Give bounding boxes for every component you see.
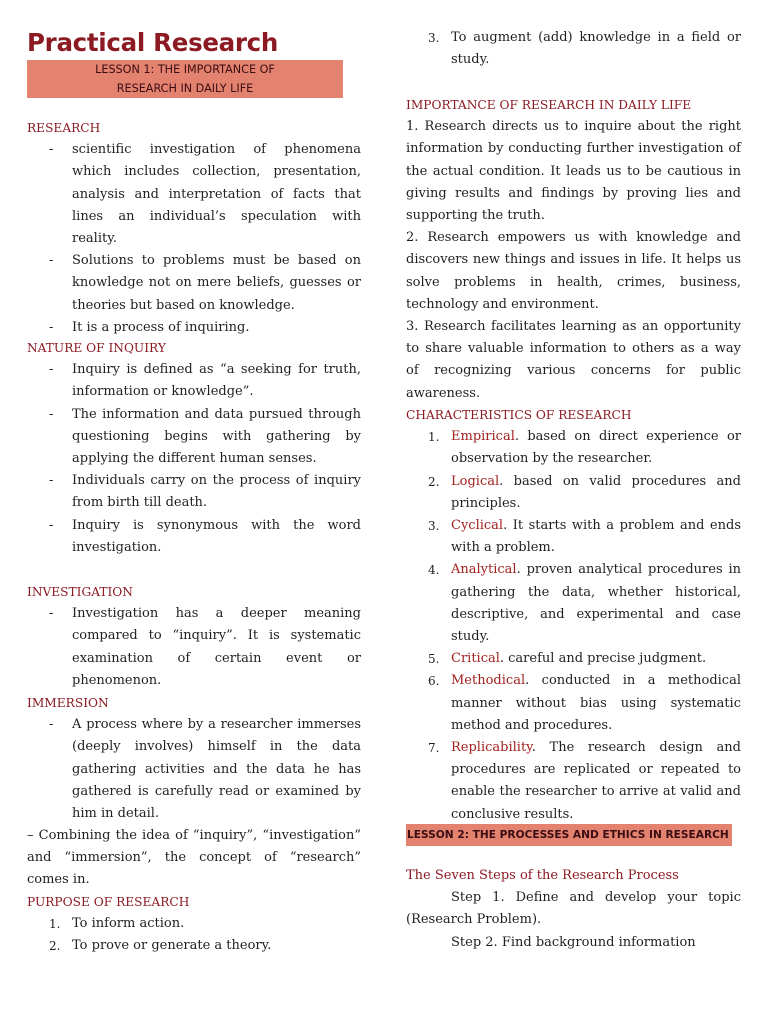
importance-paragraph: 1. Research directs us to inquire about the right information by conducting further investigation of the actual condition. It leads us to be cautious in giving results and findings by proving lies and supporting the truth. — [406, 119, 741, 224]
immersion-bullets — [27, 714, 361, 825]
list-item: 7. Replicability. The research design and procedures are replicated or repeated to enable the researcher to arrive at valid and conclusive results. — [428, 740, 741, 822]
characteristics-list — [406, 426, 741, 826]
purpose-list-continued — [406, 27, 741, 71]
section-heading: CHARACTERISTICS OF RESEARCH — [406, 408, 632, 422]
section-nature-of-inquiry — [27, 337, 361, 559]
section-importance — [406, 94, 741, 405]
section-heading: PURPOSE OF RESEARCH — [27, 895, 190, 909]
list-item: - Individuals carry on the process of inquiry from birth till death. — [49, 473, 361, 511]
list-item: - It is a process of inquiring. — [49, 319, 250, 335]
lesson1-banner-line: RESEARCH IN DAILY LIFE — [116, 81, 254, 95]
purpose-list — [27, 913, 361, 957]
list-item: - Inquiry is synonymous with the word investigation. — [49, 517, 361, 555]
lesson2-banner: LESSON 2: THE PROCESSES AND ETHICS IN RESEARCH — [406, 824, 732, 846]
list-item: - Solutions to problems must be based on knowledge not on mere beliefs, guesses or theories but based on knowledge. — [49, 253, 361, 313]
list-item: 3. To augment (add) knowledge in a field or study. — [428, 30, 741, 68]
list-item: 2. To prove or generate a theory. — [49, 938, 272, 954]
list-item: - A process where by a researcher immerses (deeply involves) himself in the data gathering activities and the data he has gathered is carefully read or examined by him in detail. — [49, 717, 361, 822]
section-seven-steps — [406, 865, 741, 954]
section-heading: RESEARCH — [27, 121, 101, 135]
section-heading: IMMERSION — [27, 696, 109, 710]
lesson1-banner-line: LESSON 1: THE IMPORTANCE OF — [95, 63, 275, 76]
combining-paragraph: – Combining the idea of “inquiry”, “investigation” and “immersion”, the concept of “research” comes in. — [27, 828, 361, 888]
page-title: Practical Research — [27, 28, 279, 57]
investigation-bullets — [27, 603, 361, 692]
characteristic-term: Replicability — [451, 740, 532, 756]
list-item: - Investigation has a deeper meaning compared to “inquiry”. It is systematic examination of certain event or phenomenon. — [49, 606, 361, 688]
importance-paragraph: 3. Research facilitates learning as an opportunity to share valuable information to others as a way of recognizing various concerns for public awareness. — [406, 319, 741, 401]
list-item: 2. Logical. based on valid procedures and principles. — [428, 473, 741, 511]
inquiry-bullets — [27, 359, 361, 559]
section-research — [27, 117, 361, 339]
section-investigation — [27, 581, 361, 692]
list-item: 4. Analytical. proven analytical procedures in gathering the data, whether historical, descriptive, and experimental and case study. — [428, 562, 741, 645]
section-heading: INVESTIGATION — [27, 585, 133, 599]
research-bullets — [27, 139, 361, 339]
characteristic-term: Methodical — [451, 673, 526, 689]
section-heading: IMPORTANCE OF RESEARCH IN DAILY LIFE — [406, 98, 692, 112]
section-immersion — [27, 692, 361, 825]
list-item: 6. Methodical. conducted in a methodical manner without bias using systematic method and procedures. — [428, 673, 741, 733]
section-heading: The Seven Steps of the Research Process — [406, 868, 679, 883]
list-item: 5. Critical. careful and precise judgment. — [428, 651, 707, 667]
section-characteristics — [406, 404, 741, 826]
step-paragraph: Step 2. Find background information — [451, 934, 696, 950]
characteristic-term: Cyclical — [451, 518, 504, 534]
list-item: 1. Empirical. based on direct experience or observation by the researcher. — [428, 429, 741, 467]
lesson1-banner — [27, 60, 343, 98]
list-item: 1. To inform action. — [49, 916, 185, 932]
step-paragraph: Step 1. Define and develop your topic (Research Problem). — [406, 890, 741, 928]
characteristic-term: Logical — [451, 473, 500, 489]
list-item: - The information and data pursued through questioning begins with gathering by applying the different human senses. — [49, 406, 361, 467]
characteristic-term: Critical — [451, 651, 500, 667]
list-item: - scientific investigation of phenomena which includes collection, presentation, analysis and interpretation of facts that lines an individual’s speculation with reality. — [49, 142, 361, 247]
list-item: 3. Cyclical. It starts with a problem and ends with a problem. — [428, 518, 741, 556]
section-purpose — [27, 891, 361, 958]
importance-paragraph: 2. Research empowers us with knowledge and discovers new things and issues in life. It helps us solve problems in health, crimes, business, technology and environment. — [406, 230, 741, 312]
list-item: - Inquiry is defined as “a seeking for truth, information or knowledge”. — [49, 362, 361, 400]
characteristic-term: Empirical — [451, 429, 515, 445]
section-heading: NATURE OF INQUIRY — [27, 341, 166, 355]
characteristic-term: Analytical — [451, 562, 517, 578]
purpose-continued — [406, 27, 741, 71]
